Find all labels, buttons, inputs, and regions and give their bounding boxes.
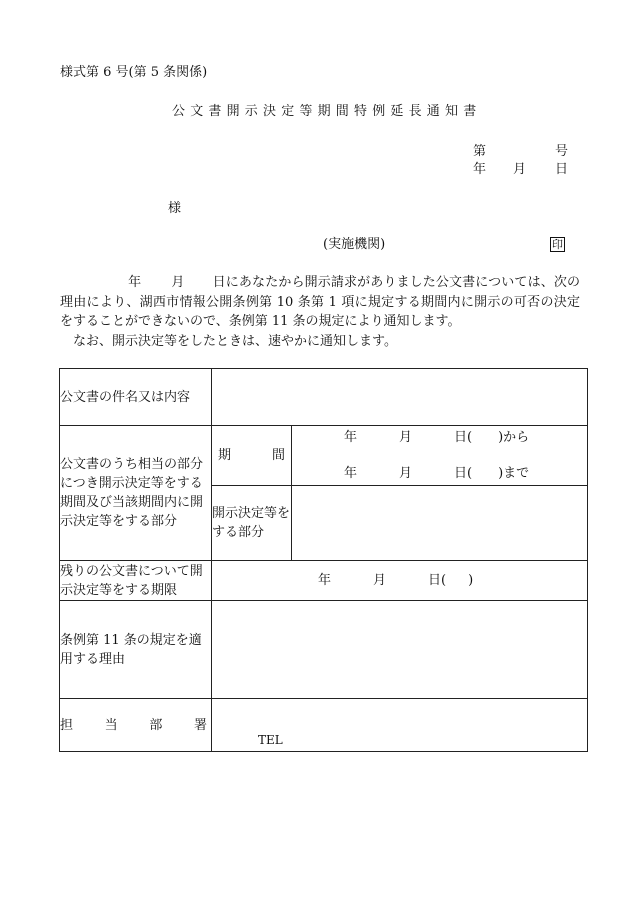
reason-field[interactable] (212, 601, 588, 699)
period-from-month: 月 (399, 430, 413, 445)
document-subject-field[interactable] (212, 369, 588, 426)
department-label-char-4: 署 (193, 717, 207, 733)
document-title: 公文書開示決定等期間特例延長通知書 (172, 104, 482, 119)
remaining-deadline-field[interactable] (212, 561, 588, 601)
document-number-suffix: 号 (555, 144, 569, 159)
period-to-month: 月 (399, 466, 413, 481)
remaining-deadline-label: 残りの公文書について開示決定等をする期限 (60, 561, 212, 601)
period-from-suffix: )から (498, 430, 530, 445)
remaining-deadline-year: 年 (318, 573, 332, 588)
period-to-suffix: )まで (498, 466, 530, 481)
request-date-year: 年 (128, 275, 142, 290)
telephone-label: TEL (258, 733, 283, 747)
issue-date-month: 月 (513, 162, 527, 177)
partial-decision-label: 公文書のうち相当の部分につき開示決定等をする期間及び当該期間内に開示決定等をする部分 (60, 426, 212, 561)
remaining-deadline-month: 月 (373, 573, 387, 588)
period-to-line (292, 463, 587, 485)
notice-paragraph-1 (60, 273, 580, 332)
issue-date-year: 年 (473, 162, 487, 177)
period-to-day: 日( (454, 466, 473, 481)
department-label-char-2: 当 (104, 717, 118, 733)
reason-label: 条例第 11 条の規定を適用する理由 (60, 601, 212, 699)
notice-paragraph-2 (60, 332, 580, 352)
request-date-month: 月 (171, 275, 185, 290)
department-label (60, 716, 211, 735)
department-label-char-3: 部 (149, 717, 163, 733)
department-label-cell (60, 699, 212, 752)
period-to-year: 年 (344, 466, 358, 481)
notice-paragraph-2-text: なお、開示決定等をしたときは、速やかに通知します。 (73, 333, 397, 349)
period-from-line (292, 427, 587, 449)
remaining-deadline-suffix: ) (468, 573, 474, 588)
department-field[interactable] (212, 699, 588, 752)
period-field[interactable] (292, 426, 588, 486)
notice-paragraph-1-text: 日にあなたから開示請求がありました公文書については、次の理由により、湖西市情報公開条例第 10 条第 1 項に規定する期間内に開示の可否の決定をすることができないので、条例第 11 条の規定により通知します。 (60, 275, 580, 329)
addressee-honorific: 様 (168, 201, 182, 216)
document-subject-label: 公文書の件名又は内容 (60, 369, 212, 426)
document-number-prefix: 第 (473, 144, 487, 159)
remaining-deadline-day: 日( (428, 573, 447, 588)
period-label-char-1: 期 (218, 448, 232, 463)
department-label-char-1: 担 (60, 717, 74, 733)
form-number-label: 様式第 6 号(第 5 条関係) (60, 65, 208, 80)
extension-details-table (59, 368, 588, 752)
issue-date-day: 日 (555, 162, 569, 177)
decision-part-label: 開示決定等をする部分 (212, 486, 292, 561)
period-from-day: 日( (454, 430, 473, 445)
period-label-cell (212, 426, 292, 486)
period-from-year: 年 (344, 430, 358, 445)
seal-mark: 印 (552, 238, 563, 251)
notice-body (60, 273, 580, 351)
period-label-char-2: 間 (271, 448, 285, 463)
decision-part-field[interactable] (292, 486, 588, 561)
implementing-agency-label: (実施機関) (323, 237, 386, 252)
remaining-deadline-line (212, 570, 587, 592)
